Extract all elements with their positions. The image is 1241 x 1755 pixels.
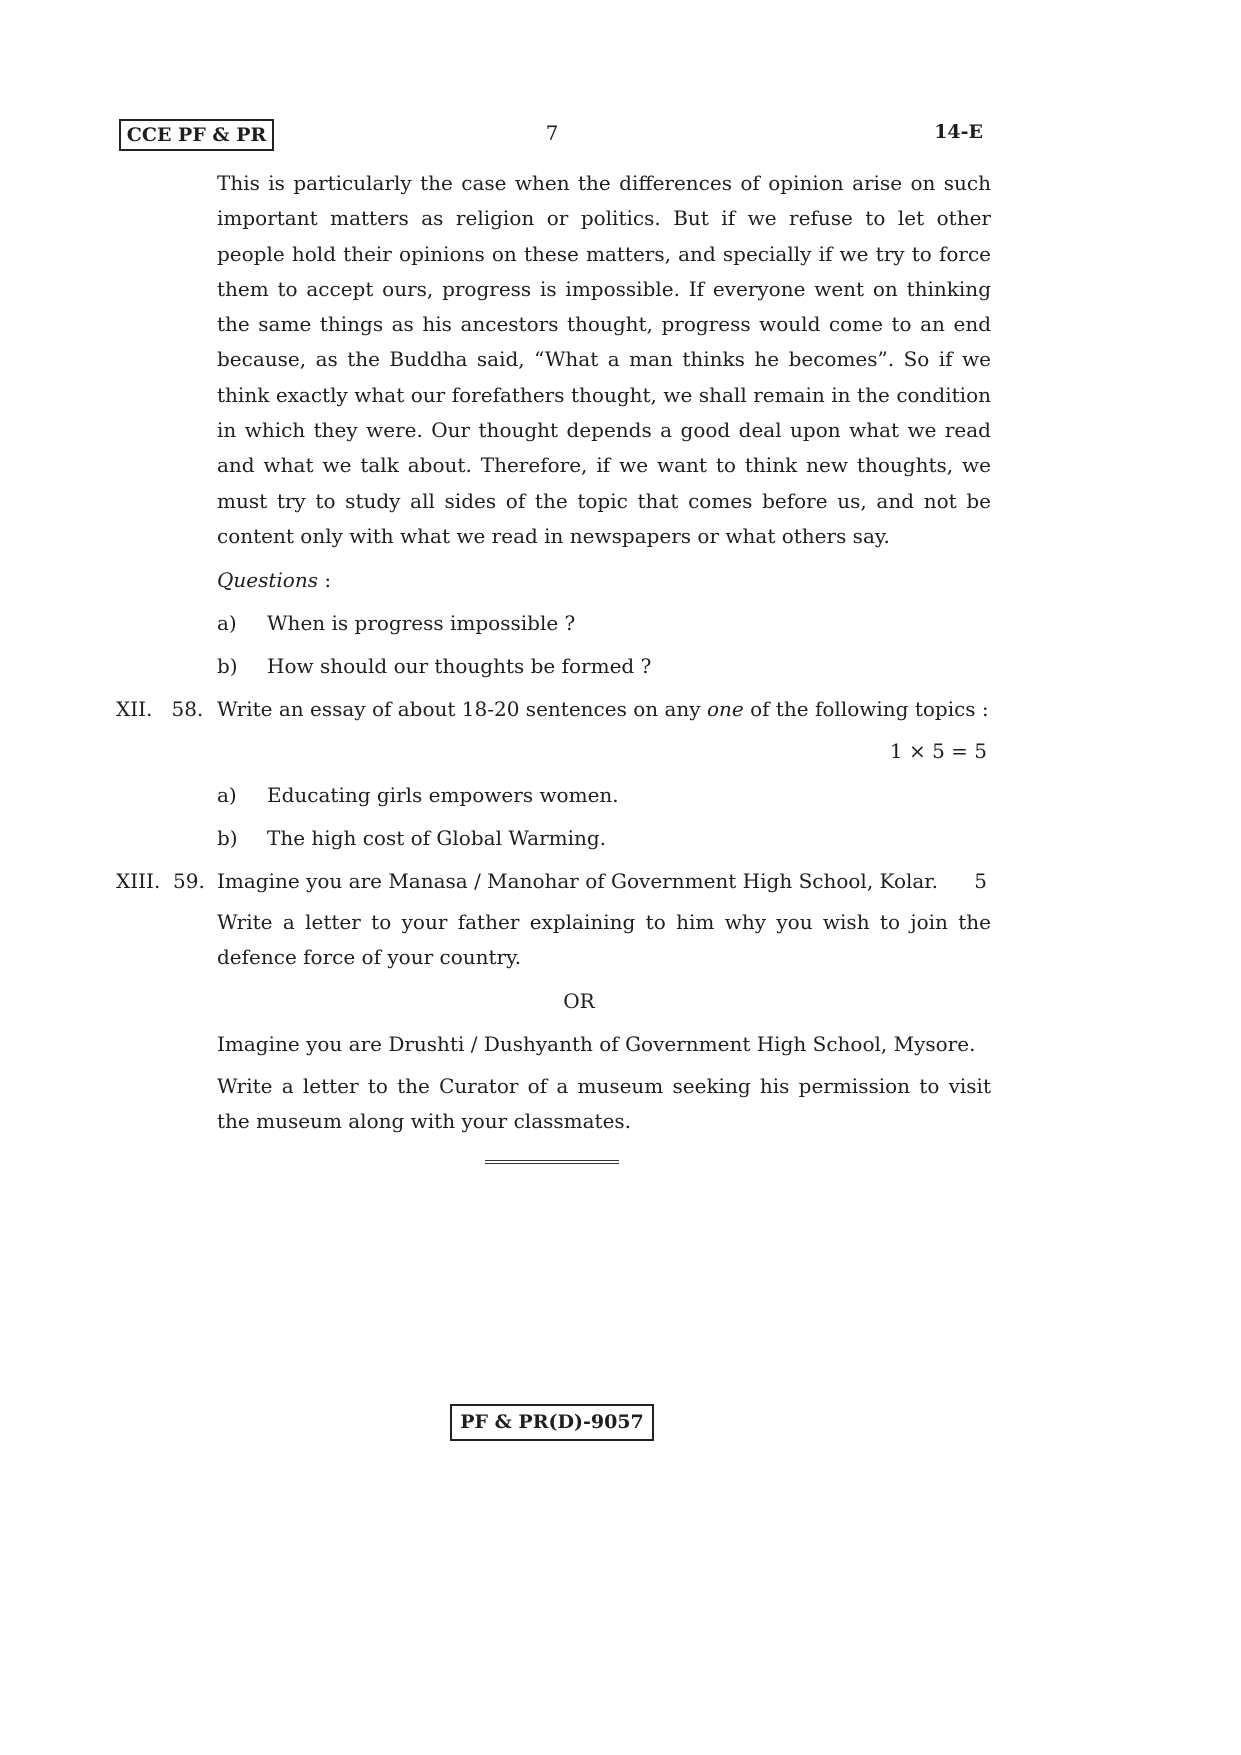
header-course-code-box: CCE PF & PR bbox=[119, 119, 274, 151]
question-59-task-1: Write a letter to your father explaining to him why you wish to join the defence force of your country. bbox=[217, 910, 991, 970]
questions-heading-label: Questions bbox=[217, 568, 318, 592]
essay-option-a-text: Educating girls empowers women. bbox=[267, 783, 619, 807]
question-59-number: XIII. 59. bbox=[116, 869, 205, 893]
page-number: 7 bbox=[545, 121, 559, 145]
footer-code-box: PF & PR(D)-9057 bbox=[450, 1404, 654, 1441]
essay-option-a-label: a) bbox=[217, 783, 237, 807]
question-58-text-italic: one bbox=[706, 697, 744, 721]
question-59-marks: 5 bbox=[974, 869, 987, 893]
question-b-text: How should our thoughts be formed ? bbox=[267, 654, 652, 678]
question-58-number: XII. 58. bbox=[116, 697, 204, 721]
question-59-scenario-1: Imagine you are Manasa / Manohar of Government High School, Kolar. bbox=[217, 869, 939, 893]
questions-heading-colon: : bbox=[318, 568, 332, 592]
essay-option-b-text: The high cost of Global Warming. bbox=[267, 826, 607, 850]
question-58-text-before: Write an essay of about 18-20 sentences on any bbox=[217, 697, 707, 721]
question-a-label: a) bbox=[217, 611, 237, 635]
question-59-scenario-2: Imagine you are Drushti / Dushyanth of Government High School, Mysore. bbox=[217, 1032, 976, 1056]
questions-heading bbox=[217, 566, 331, 594]
end-double-rule bbox=[485, 1160, 619, 1164]
header-paper-code: 14-E bbox=[934, 121, 983, 143]
question-a-text: When is progress impossible ? bbox=[267, 611, 576, 635]
question-58-marks: 1 × 5 = 5 bbox=[889, 739, 987, 763]
or-separator: OR bbox=[563, 989, 595, 1013]
question-58-prompt bbox=[217, 695, 989, 723]
question-b-label: b) bbox=[217, 654, 238, 678]
question-59-task-2: Write a letter to the Curator of a museum seeking his permission to visit the museum along with your classmates. bbox=[217, 1074, 991, 1134]
essay-option-b-label: b) bbox=[217, 826, 238, 850]
comprehension-passage: This is particularly the case when the differences of opinion arise on such important matters as religion or politics. But if we refuse to let other people hold their opinions on these matters, and specially if we try to force them to accept ours, progress is impossible. If everyone went on thinking the same things as his ancestors thought, progress would come to an end because, as the Buddha said, “What a man thinks he becomes”. So if we think exactly what our forefathers thought, we shall remain in the condition in which they were. Our thought depends a good deal upon what we read and what we talk about. Therefore, if we want to think new thoughts, we must try to study all sides of the topic that comes before us, and not be content only with what we read in newspapers or what others say. bbox=[217, 171, 991, 548]
question-58-text-after: of the following topics : bbox=[743, 697, 989, 721]
